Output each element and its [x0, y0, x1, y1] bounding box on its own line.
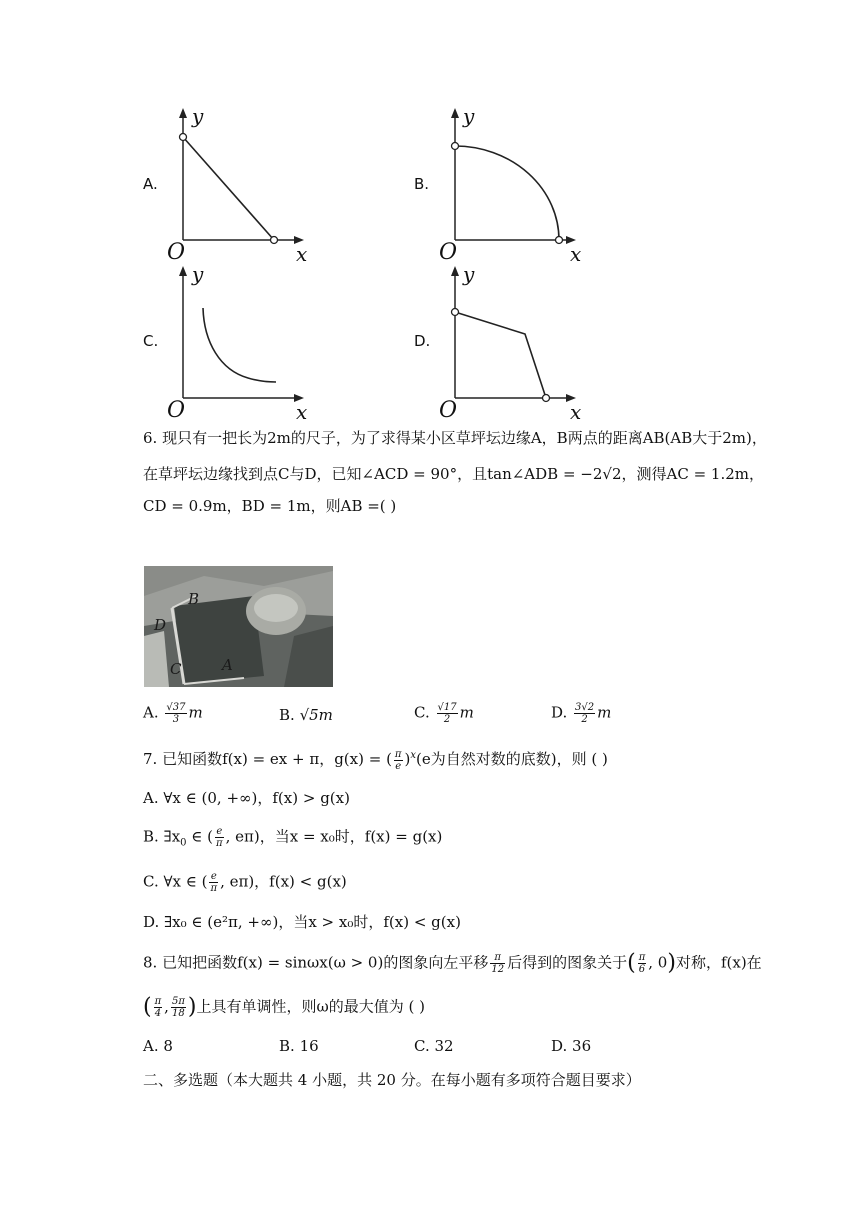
- q6-line-2: 在草坪坛边缘找到点C与D，已知∠ACD = 90°，且tan∠ADB = −2√2，测得AC = 1.2m，: [143, 465, 764, 483]
- graph-c-x-label: x: [296, 400, 308, 424]
- q8-option-b: B. 16: [279, 1037, 319, 1055]
- graph-d-origin: O: [439, 398, 458, 423]
- q6-line-1: 6. 现只有一把长为2m的尺子，为了求得某小区草坪坛边缘A，B两点的距离AB(AB大于2m)，: [143, 429, 767, 447]
- q7-option-a: A. ∀x ∈ (0, +∞)，f(x) > g(x): [143, 789, 350, 807]
- graph-b-x-label: x: [570, 242, 582, 266]
- photo-label-b: B: [188, 590, 200, 608]
- q6-line-3: CD = 0.9m，BD = 1m，则AB =( ): [143, 497, 397, 515]
- graph-a-x-label: x: [296, 242, 308, 266]
- q7-option-b: B. $\exists x_0$ ∈ ( $\frac{e}{\pi}$ , eπ)，当x = x₀时，f(x) = g(x): [143, 826, 443, 849]
- graph-d-x-label: x: [570, 400, 582, 424]
- graph-a-origin: O: [167, 240, 186, 265]
- graph-c-y-label: y: [192, 262, 204, 286]
- q8-option-d: D. 36: [551, 1037, 592, 1055]
- lawn-photo: [144, 566, 333, 687]
- graph-c-origin: O: [167, 398, 186, 423]
- q8-option-a: A. 8: [143, 1037, 173, 1055]
- graph-d-label: D.: [414, 332, 431, 350]
- graph-a-y-label: y: [192, 104, 204, 128]
- q7-option-c: C. ∀x ∈ ( $\frac{e}{\pi}$ , eπ)，f(x) < g(x): [143, 871, 347, 894]
- photo-label-a: A: [222, 656, 233, 674]
- q6-option-c: C. $\frac{√17}{2}$ m: [414, 702, 474, 725]
- graph-c-label: C.: [143, 332, 159, 350]
- q8-line-1: 8. 已知把函数f(x) = sinωx(ω > 0)的图象向左平移 $\frac{\pi}{12}$ 后得到的图象关于( $\frac{\pi}{6}$ , 0)对称，f(x)在: [143, 950, 762, 976]
- photo-label-d: D: [154, 616, 167, 634]
- graph-b-y-label: y: [463, 104, 475, 128]
- q7-option-d: D. ∃x₀ ∈ (e²π, +∞)，当x > x₀时，f(x) < g(x): [143, 913, 461, 931]
- graph-a-label: A.: [143, 175, 158, 193]
- q8-line-2: ( $\frac{\pi}{4}$ , $\frac{5\pi}{18}$ )上具有单调性，则ω的最大值为 ( ): [143, 994, 425, 1020]
- graph-d-y-label: y: [463, 262, 475, 286]
- section-2-heading: 二、多选题（本大题共 4 小题，共 20 分。在每小题有多项符合题目要求）: [143, 1071, 641, 1089]
- q7-stem: 7. 已知函数f(x) = ex + π，g(x) = ( $\frac{\pi}{e}$ )$^x$(e为自然对数的底数)，则 ( ): [143, 748, 608, 772]
- graph-b-label: B.: [414, 175, 430, 193]
- q6-option-d: D. $\frac{3√2}{2}$ m: [551, 702, 612, 725]
- graph-b-origin: O: [439, 240, 458, 265]
- q6-option-b: B. √5m: [279, 706, 333, 724]
- photo-label-c: C: [170, 660, 182, 678]
- q6-option-a: A. $\frac{√37}{3}$ m: [143, 702, 203, 725]
- q8-option-c: C. 32: [414, 1037, 454, 1055]
